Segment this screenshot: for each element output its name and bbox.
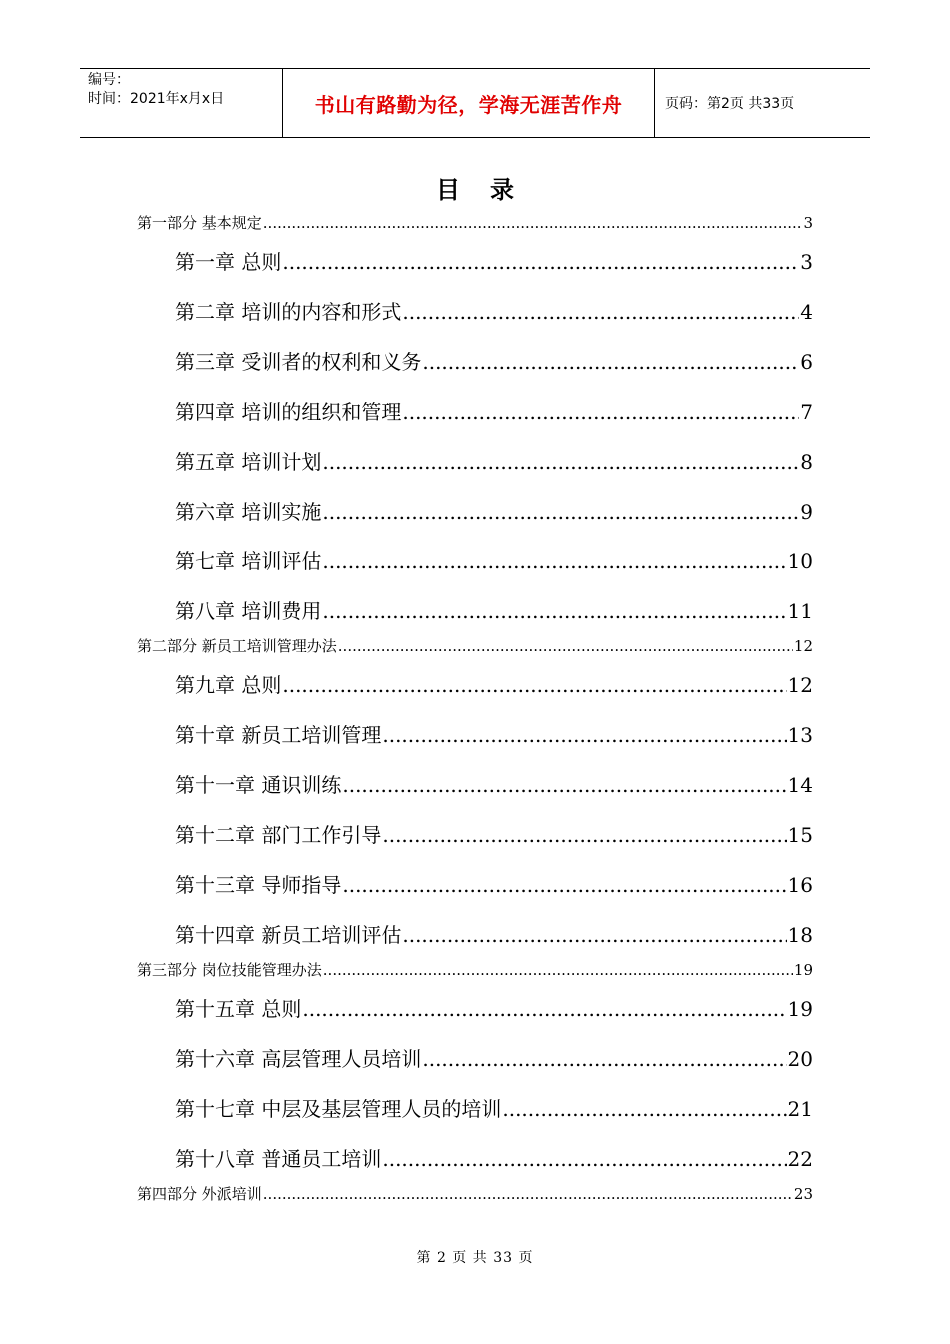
toc-leader-dots xyxy=(322,549,786,573)
toc-leader-dots xyxy=(402,400,799,424)
toc-entry-label: 第二章 培训的内容和形式 xyxy=(175,300,402,324)
toc-entry-page: 12 xyxy=(793,637,813,655)
toc-entry-label: 第五章 培训计划 xyxy=(175,450,322,474)
toc-entry-page: 11 xyxy=(787,599,813,623)
toc-entry-label: 第十八章 普通员工培训 xyxy=(175,1147,382,1171)
toc-entry-page: 21 xyxy=(787,1097,813,1121)
toc-entry[interactable] xyxy=(175,246,813,275)
toc-entry-page: 10 xyxy=(787,549,813,573)
toc-leader-dots xyxy=(422,1047,786,1071)
toc-entry-page: 20 xyxy=(787,1047,813,1071)
toc-entry-label: 第十章 新员工培训管理 xyxy=(175,723,382,747)
toc-entry-page: 15 xyxy=(787,823,813,847)
toc-entry-label: 第十二章 部门工作引导 xyxy=(175,823,382,847)
toc-entry-label: 第十七章 中层及基层管理人员的培训 xyxy=(175,1097,502,1121)
header-meta xyxy=(80,69,282,137)
toc-leader-dots xyxy=(502,1097,786,1121)
toc-entry-label: 第六章 培训实施 xyxy=(175,500,322,524)
toc-entry[interactable] xyxy=(175,669,813,698)
toc-entry-page: 12 xyxy=(787,673,813,697)
toc-entry[interactable] xyxy=(175,396,813,425)
toc-entry-page: 18 xyxy=(787,923,813,947)
toc-entry-label: 第三章 受训者的权利和义务 xyxy=(175,350,422,374)
toc-leader-dots xyxy=(282,250,799,274)
toc-leader-dots xyxy=(382,823,786,847)
toc-entry-label: 第八章 培训费用 xyxy=(175,599,322,623)
toc-entry[interactable] xyxy=(175,545,813,574)
toc-entry[interactable] xyxy=(175,1093,813,1122)
toc-entry-label: 第四章 培训的组织和管理 xyxy=(175,400,402,424)
toc-entry-label: 第三部分 岗位技能管理办法 xyxy=(137,961,322,979)
toc-entry[interactable] xyxy=(175,1143,813,1172)
toc-entry-label: 第一部分 基本规定 xyxy=(137,214,262,232)
toc-leader-dots xyxy=(382,1147,786,1171)
toc-entry[interactable] xyxy=(175,819,813,848)
toc-entry-page: 7 xyxy=(800,400,813,424)
toc-entry[interactable] xyxy=(175,993,813,1022)
toc-entry-page: 13 xyxy=(787,723,813,747)
toc-leader-dots xyxy=(282,673,786,697)
toc-entry-label: 第十四章 新员工培训评估 xyxy=(175,923,402,947)
toc-entry-label: 第四部分 外派培训 xyxy=(137,1185,262,1203)
document-header xyxy=(80,68,870,138)
toc-leader-dots xyxy=(302,997,786,1021)
toc-leader-dots xyxy=(263,1185,793,1203)
header-motto: 书山有路勤为径，学海无涯苦作舟 xyxy=(282,69,655,137)
toc-entry-page: 19 xyxy=(793,961,813,979)
toc-leader-dots xyxy=(338,637,793,655)
toc-entry-page: 19 xyxy=(787,997,813,1021)
toc-leader-dots xyxy=(322,500,799,524)
toc-entry[interactable] xyxy=(175,296,813,325)
header-page-info: 页码：第2页 共33页 xyxy=(665,96,795,112)
toc-entry[interactable] xyxy=(175,919,813,948)
toc-entry-label: 第九章 总则 xyxy=(175,673,282,697)
toc-entry-label: 第十六章 高层管理人员培训 xyxy=(175,1047,422,1071)
toc-entry-label: 第一章 总则 xyxy=(175,250,282,274)
toc-entry[interactable] xyxy=(175,769,813,798)
toc-entry-page: 3 xyxy=(800,250,813,274)
toc-entry-label: 第十三章 导师指导 xyxy=(175,873,342,897)
toc-entry[interactable] xyxy=(137,1183,813,1204)
toc-entry-page: 4 xyxy=(800,300,813,324)
toc-leader-dots xyxy=(382,723,786,747)
page-footer: 第 2 页 共 33 页 xyxy=(416,1250,534,1266)
toc-entry-page: 6 xyxy=(800,350,813,374)
toc-leader-dots xyxy=(322,599,786,623)
toc-entry[interactable] xyxy=(175,346,813,375)
toc-leader-dots xyxy=(402,923,786,947)
toc-entry-label: 第二部分 新员工培训管理办法 xyxy=(137,637,337,655)
toc-entry-page: 23 xyxy=(793,1185,813,1203)
toc-entry-label: 第十五章 总则 xyxy=(175,997,302,1021)
toc-leader-dots xyxy=(323,961,793,979)
toc-entry[interactable] xyxy=(175,446,813,475)
toc-entry[interactable] xyxy=(175,869,813,898)
toc-entry[interactable] xyxy=(137,959,813,980)
toc-leader-dots xyxy=(402,300,799,324)
toc-leader-dots xyxy=(342,873,786,897)
toc-entry-page: 9 xyxy=(800,500,813,524)
toc-entry-page: 14 xyxy=(787,773,813,797)
toc-entry-page: 3 xyxy=(803,214,813,232)
toc-leader-dots xyxy=(322,450,799,474)
toc-entry-page: 22 xyxy=(787,1147,813,1171)
toc-entry[interactable] xyxy=(175,1043,813,1072)
document-number-label: 编号： xyxy=(88,72,130,88)
toc-entry-page: 16 xyxy=(787,873,813,897)
toc-leader-dots xyxy=(263,214,803,232)
toc-entry-page: 8 xyxy=(800,450,813,474)
toc-title: 目录 xyxy=(436,176,544,204)
toc-entry-label: 第七章 培训评估 xyxy=(175,549,322,573)
toc-entry[interactable] xyxy=(175,719,813,748)
toc-entry[interactable] xyxy=(137,212,813,233)
toc-leader-dots xyxy=(342,773,786,797)
toc-leader-dots xyxy=(422,350,799,374)
toc-entry-label: 第十一章 通识训练 xyxy=(175,773,342,797)
document-time-label: 时间：2021年x月x日 xyxy=(88,91,225,107)
toc-entry[interactable] xyxy=(175,595,813,624)
toc-entry[interactable] xyxy=(175,496,813,525)
toc-entry[interactable] xyxy=(137,635,813,656)
